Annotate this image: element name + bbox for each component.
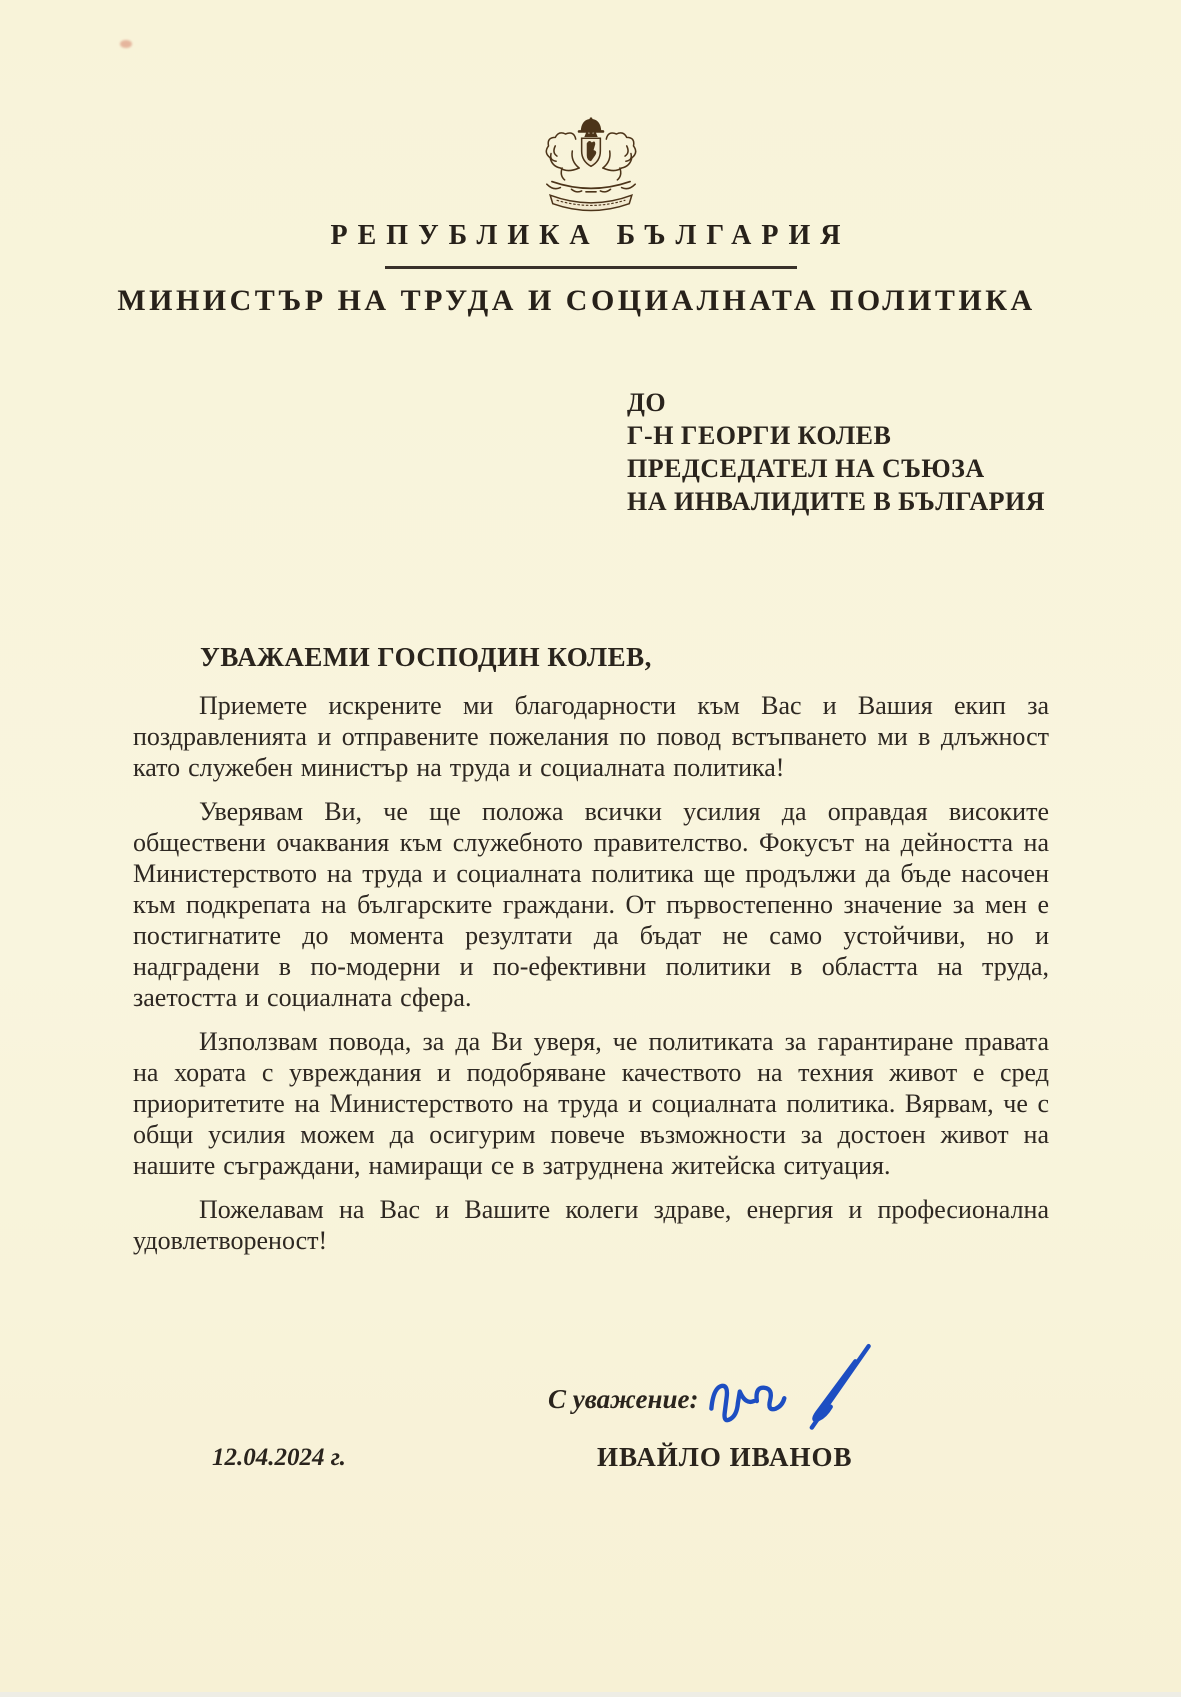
paragraph-4: Пожелавам на Вас и Вашите колеги здраве, енергия и професионална удовлетвореност! [133,1195,1049,1255]
recipient-block [627,386,1045,518]
letter-date: 12.04.2024 г. [212,1444,346,1471]
recipient-to-label: ДО [627,388,667,417]
paragraph-3: Използвам повода, за да Ви уверя, че политиката за гарантиране правата на хората с увреждания и подобряване качеството на техния живот е сред приоритетите на Министерството на труда и социалната политика. Вярвам, че с общи усилия можем да осигурим повече възможности за достоен живот на нашите съграждани, намиращи се в затруднена житейска ситуация. [133,1027,1049,1180]
salutation: УВАЖАЕМИ ГОСПОДИН КОЛЕВ, [200,642,652,672]
paragraph-2: Уверявам Ви, че ще положа всички усилия да оправдая високите обществени очаквания към служебното правителство. Фокусът на дейността на Министерството на труда и социалната политика ще продължи да бъде насочен към подкрепата на българските граждани. От първостепенно значение за мен е постигнатите до момента резултати да бъдат не само устойчиви, но и надградени в по-модерни и по-ефективни политики в областта на труда, заетостта и социалната сфера. [133,797,1049,1012]
ministry-title: МИНИСТЪР НА ТРУДА И СОЦИАЛНАТА ПОЛИТИКА [117,284,1036,317]
recipient-title-line-2: НА ИНВАЛИДИТЕ В БЪЛГАРИЯ [627,487,1045,516]
handwritten-signature-icon [700,1338,880,1448]
republic-title: РЕПУБЛИКА БЪЛГАРИЯ [330,220,851,251]
recipient-name: Г-Н ГЕОРГИ КОЛЕВ [627,421,892,450]
closing-label: С уважение: [548,1384,699,1414]
scan-artifact [120,40,132,48]
signer-name: ИВАЙЛО ИВАНОВ [597,1442,853,1472]
paragraph-1: Приемете искрените ми благодарности към Вас и Вашия екип за поздравленията и отправените пожелания по повод встъпването ми в длъжност като служебен министър на труда и социалната политика! [133,691,1049,782]
scan-edge [0,1692,1181,1697]
recipient-title-line-1: ПРЕДСЕДАТЕЛ НА СЪЮЗА [627,454,985,483]
bulgarian-coat-of-arms-icon [523,116,659,220]
header-divider [385,266,797,269]
letter-body [133,690,1049,1269]
